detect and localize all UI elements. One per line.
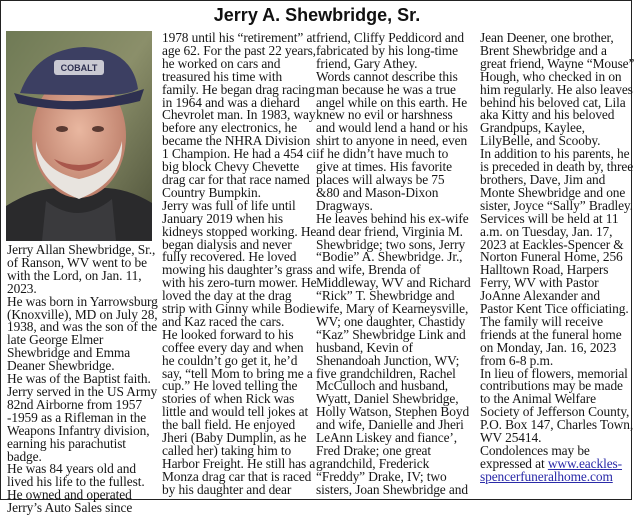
text-line: WV 25414. [480,430,542,446]
text-column-3 [316,32,471,497]
text-line: LilyBelle, and Scooby. [480,133,601,149]
text-line: five grandchildren, Rachel [316,365,456,381]
text-line: He was 84 years old and [7,461,136,477]
text-line: He was born in Yarrowsburg [7,293,158,309]
text-line: husband, Kevin of [316,339,413,355]
text-line: 2023 at Eackles-Spencer & [480,236,624,252]
text-line: Middleway, WV and Richard [316,275,471,291]
text-line: Weapons Infantry division, [7,422,150,438]
text-line: great friend, Wayne “Mouse” [480,55,634,71]
text-line: Grandpups, Kaylee, [480,120,585,136]
text-line: Fred Drake; one great [316,443,432,458]
text-line: 2023. [7,280,37,296]
text-line: 82nd Airborne from 1957 [7,396,142,412]
text-line: if he didn’t have much to [316,146,449,162]
text-line: He leaves behind his ex-wife [316,210,469,226]
text-line: a.m. on Tuesday, Jan. 17, [480,223,613,239]
text-line: badge. [7,448,42,464]
text-line: In lieu of flowers, memorial [480,365,628,381]
text-line: “Bodie” A. Shewbridge. Jr., [316,249,463,265]
text-line: behind his beloved cat, Lila [480,94,626,110]
text-line: places will always be 75 [316,171,445,187]
text-line: Jerry’s Auto Sales since [7,500,133,515]
text-line: late George Elmer [7,332,104,348]
text-line: He was of the Baptist faith. [7,371,151,387]
text-line: Services will be held at 11 [480,210,619,226]
text-line: fully recovered. He loved [162,249,297,265]
text-line: He owned and operated [7,487,132,503]
text-line: 1978 until his “retirement” at [162,30,316,45]
text-line: and Kaz raced the cars. [162,313,285,329]
text-line: big block Chevy Chevette [162,159,300,175]
text-line: Monte Shewbridge and one [480,184,626,200]
text-line: Country Bumpkin. [162,184,261,200]
condolence-line-2 [480,468,634,484]
text-line: Monza drag car that is raced [162,468,312,484]
text-line: loved the day at the drag [162,288,292,304]
text-line: Wyatt, Daniel Shewbridge, [316,391,459,407]
text-line: and dear friend, Virginia M. [316,223,463,239]
text-line: is preceded in death by, three [480,159,634,175]
text-line: stories of when Rick was [162,391,295,407]
text-line: P.O. Box 147, Charles Town, [480,417,634,433]
text-line: with the Lord, on Jan. 11, [7,267,142,283]
text-line: with his zero-turn mower. He [162,275,317,291]
text-line: on Monday, Jan. 16, 2023 [480,339,617,355]
text-line: he worked on cars and [162,55,281,71]
text-column-2 [162,32,317,497]
text-line: kidneys stopped working. He [162,223,317,239]
text-line: friends at the funeral home [480,326,622,342]
text-line: wife, Mary of Kearneysville, [316,301,469,317]
text-line: in 1964 and was a diehard [162,94,300,110]
text-line: grandchild, Frederick [316,455,430,471]
text-line: Shewbridge and Emma [7,345,131,361]
text-line: from 6-8 p.m. [480,352,554,368]
text-line: In addition to his parents, he [480,146,630,162]
text-line: called her) taking him to [162,443,292,458]
text-line: the ball field. He enjoyed [162,417,296,433]
text-line: “Rick” T. Shewbridge and [316,288,455,304]
text-line: give at times. His favorite [316,159,453,175]
text-line: Dragways. [316,197,373,213]
text-line: Shewbridge; two sons, Jerry [316,236,466,252]
condolence-prefix: expressed at [480,455,548,471]
text-line: Jerry Allan Shewbridge, Sr., [7,242,156,257]
text-line: “Kaz” Shewbridge Link and [316,326,466,342]
text-line: knew no evil or harshness [316,107,453,123]
text-line: earning his parachutist [7,435,126,451]
text-line: coffee every day and when [162,339,304,355]
text-line: began dialysis and never [162,236,292,252]
text-line: and would lend a hand or his [316,120,468,136]
text-line: little and would tell jokes at [162,404,309,420]
text-line: Harbor Freight. He still has a [162,455,316,471]
text-line: -1959 as a Rifleman in the [7,409,147,425]
text-line: Hough, who checked in on [480,68,622,84]
text-line: contributions may be made [480,378,623,394]
text-line: &80 and Mason-Dixon [316,184,439,200]
text-line: The family will receive [480,313,603,329]
text-line: WV; one daughter, Chastidy [316,313,466,329]
text-line: lived his life to the fullest. [7,474,145,490]
obituary-title: Jerry A. Shewbridge, Sr. [213,5,421,25]
text-line: Halltown Road, Harpers [480,262,609,278]
text-line: and wife, Brenda of [316,262,421,278]
text-line: strip with Ginny while Bodie [162,301,316,317]
text-column-4 [480,32,634,484]
cap-logo-text: COBALT [60,63,98,73]
text-line: Jheri (Baby Dumplin, as he [162,430,307,446]
text-line: of Ranson, WV went to be [7,254,147,270]
text-line: friend, Gary Athey. [316,55,418,71]
text-line: mowing his daughter’s grass [162,262,313,278]
text-line: Chevrolet man. In 1983, way [162,107,316,123]
text-line: him regularly. He also leaves [480,81,633,97]
text-column-4-lines [480,32,634,458]
text-line: Jerry was full of life until [162,197,296,213]
text-column-1 [7,244,158,515]
text-line: Jerry served in the US Army [7,383,158,399]
text-line: to the Animal Welfare [480,391,596,407]
text-line: became the NHRA Division [162,133,311,149]
text-line: before any electronics, he [162,120,297,136]
funeral-home-link[interactable]: www.eackles- [547,455,623,471]
text-line: friend, Cliffy Peddicord and [316,30,464,45]
text-line: “Freddy” Drake, IV; two [316,468,447,484]
text-line: Ferry, WV with Pastor [480,275,599,291]
text-line: Condolences may be [480,443,590,458]
funeral-home-link-cont[interactable]: spencerfuneralhome.com [480,468,613,484]
text-line: Holly Watson, Stephen Boyd [316,404,470,420]
text-line: sisters, Joan Shewbridge and [316,481,468,497]
text-line: fabricated by his long-time [316,42,458,58]
text-line: Jean Deener, one brother, [480,30,614,45]
text-line: JoAnne Alexander and [480,288,600,304]
text-line: drag car for that race named [162,171,310,187]
text-line: man because he was a true [316,81,456,97]
text-line: January 2019 when his [162,210,283,226]
text-line: Deaner Shewbridge. [7,358,115,374]
text-line: LeAnn Liskey and fiance’, [316,430,458,446]
text-line: Words cannot describe this [316,68,458,84]
text-line: Pastor Kent Tice officiating. [480,301,629,317]
text-line: angel while on this earth. He [316,94,468,110]
text-line: cup.” He loved telling the [162,378,298,394]
text-line: brothers, Dave, Jim and [480,171,606,187]
text-line: (Knoxville), MD on July 28, [7,306,158,322]
text-line: Shenandoah Junction, WV; [316,352,460,368]
text-line: aka Kitty and his beloved [480,107,615,123]
text-line: he couldn’t go get it, he’d [162,352,298,368]
text-line: sister, Joyce “Sally” Bradley. [480,197,633,213]
text-line: Society of Jefferson County, [480,404,630,420]
text-line: age 62. For the past 22 years, [162,42,316,58]
text-line: family. He began drag racing [162,81,315,97]
text-line: McCulloch and husband, [316,378,449,394]
text-line: Brent Shewbridge and a [480,42,607,58]
text-line: 1 Champion. He had a 454 ci [162,146,316,162]
text-line: He looked forward to his [162,326,294,342]
text-line: by his daughter and dear [162,481,292,497]
portrait-photo [6,31,152,241]
text-line: shirt to anyone in need, even [316,133,468,149]
text-line: say, “tell Mom to bring me a [162,365,313,381]
text-line: Norton Funeral Home, 256 [480,249,623,265]
text-line: and wife, Danielle and Jheri [316,417,464,433]
text-line: 1938, and was the son of the [7,319,158,335]
text-line: treasured his time with [162,68,283,84]
